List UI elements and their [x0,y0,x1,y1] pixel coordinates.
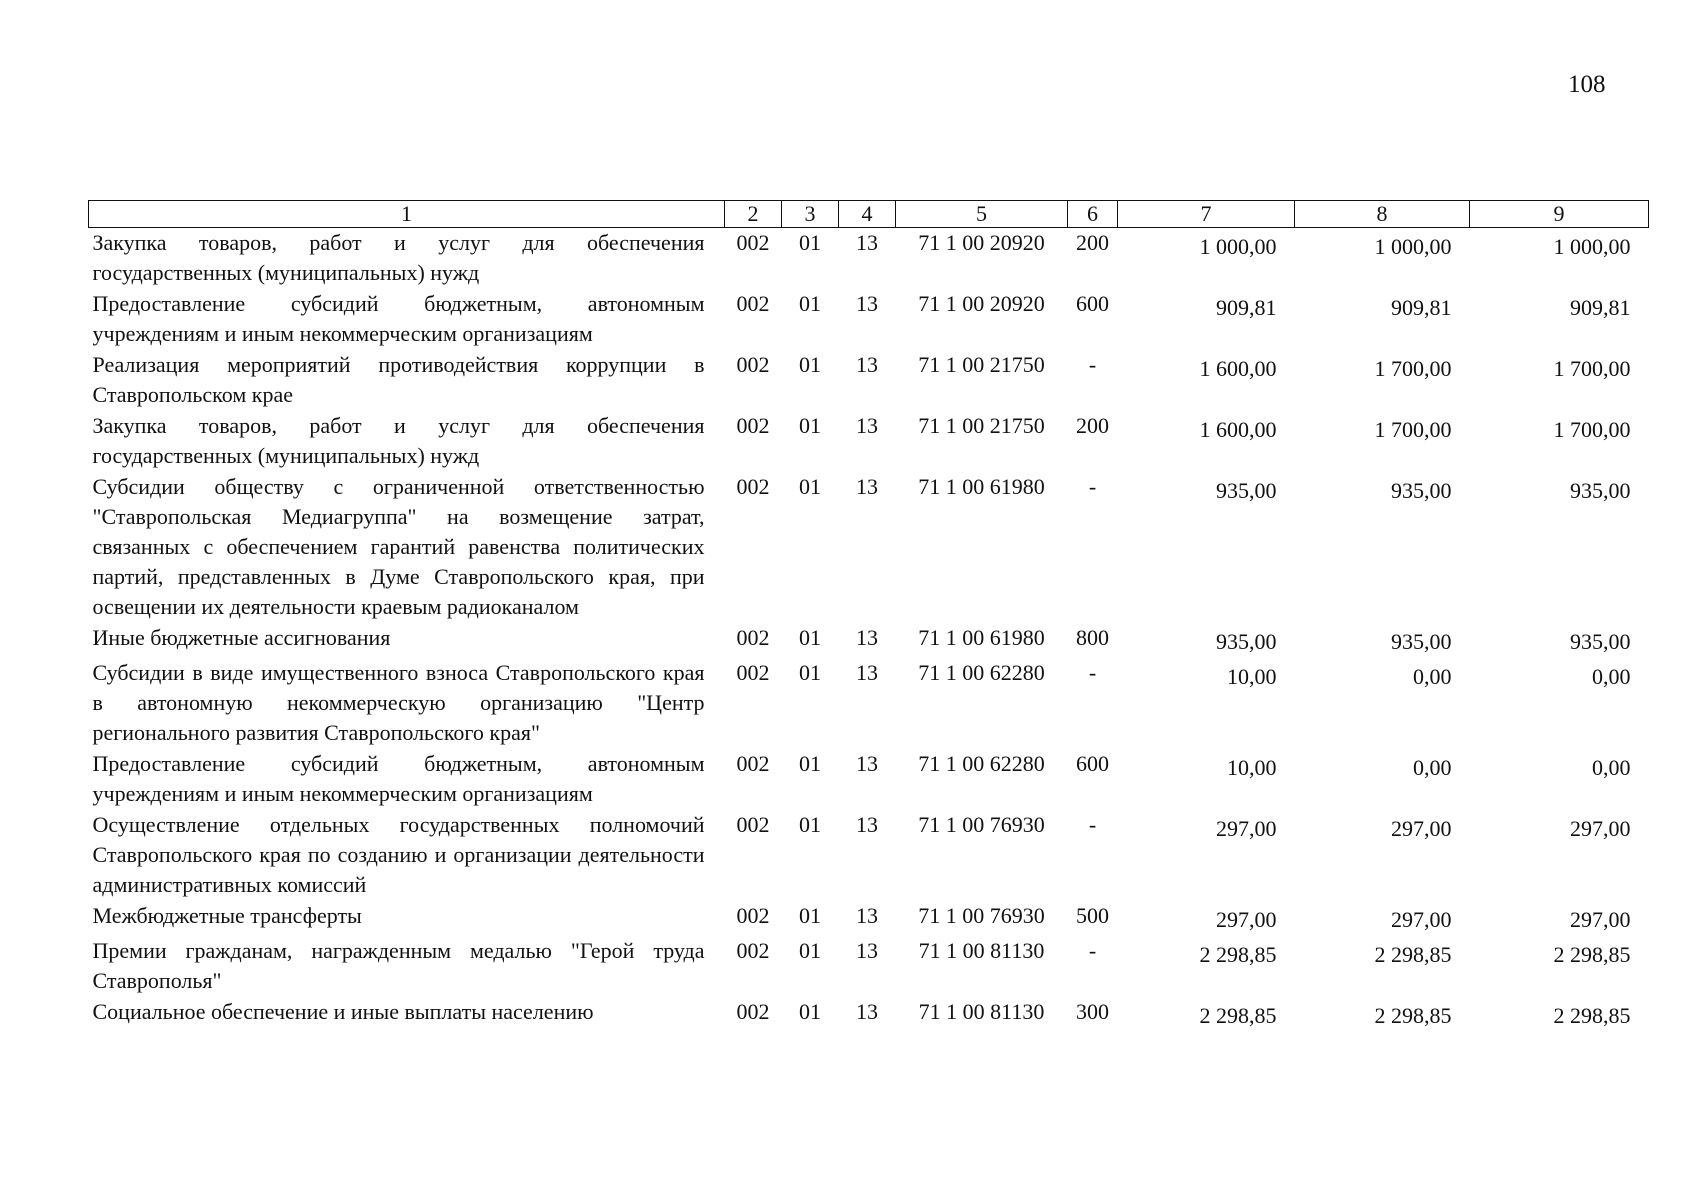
target-article-cell: 71 1 00 76930 [918,812,1045,837]
table-row [89,658,1649,749]
column-header-3: 3 [782,201,839,228]
ministry-code-cell: 002 [736,352,770,377]
target-article-cell: 71 1 00 20920 [918,230,1045,255]
table-row [89,901,1649,936]
description-cell: Субсидии в виде имущественного взноса Ставропольского края в автономную некоммерческую организацию "Центр регионального развития Ставропольского края" [92,660,705,745]
expense-type-cell: 500 [1076,903,1109,928]
ministry-code-cell: 002 [736,812,770,837]
description-cell: Предоставление субсидий бюджетным, автономным учреждениям и иным некоммерческим организациям [92,291,705,346]
ministry-code-cell: 002 [736,625,770,650]
amount-year3-cell: 0,00 [1592,664,1631,689]
expense-type-cell: - [1088,660,1097,685]
ministry-code-cell: 002 [736,474,770,499]
table-row [89,411,1649,472]
table-body [89,228,1649,1033]
table-row [89,289,1649,350]
ministry-code-cell: 002 [736,230,770,255]
expense-type-cell: 200 [1076,230,1109,255]
expense-type-cell: 600 [1076,291,1109,316]
ministry-code-cell: 002 [736,291,770,316]
table-row [89,623,1649,658]
amount-year3-cell: 935,00 [1570,478,1631,503]
column-header-5: 5 [896,201,1068,228]
description-cell: Закупка товаров, работ и услуг для обеспечения государственных (муниципальных) нужд [92,230,705,285]
amount-year2-cell: 297,00 [1391,907,1452,932]
subsection-cell: 13 [856,625,878,650]
expense-type-cell: 800 [1076,625,1109,650]
amount-year2-cell: 2 298,85 [1374,1003,1452,1028]
section-cell: 01 [799,903,821,928]
target-article-cell: 71 1 00 81130 [918,938,1045,963]
section-cell: 01 [799,413,821,438]
section-cell: 01 [799,999,821,1024]
ministry-code-cell: 002 [736,938,770,963]
amount-year1-cell: 297,00 [1216,907,1277,932]
amount-year3-cell: 935,00 [1570,629,1631,654]
expense-type-cell: - [1088,474,1097,499]
column-header-2: 2 [725,201,782,228]
section-cell: 01 [799,230,821,255]
target-article-cell: 71 1 00 61980 [918,625,1045,650]
amount-year1-cell: 1 600,00 [1199,356,1277,381]
amount-year3-cell: 909,81 [1570,295,1631,320]
section-cell: 01 [799,625,821,650]
subsection-cell: 13 [856,352,878,377]
table-row [89,936,1649,997]
amount-year2-cell: 1 000,00 [1374,234,1452,259]
subsection-cell: 13 [856,413,878,438]
target-article-cell: 71 1 00 62280 [918,751,1045,776]
description-cell: Межбюджетные трансферты [92,903,362,928]
ministry-code-cell: 002 [736,413,770,438]
subsection-cell: 13 [856,660,878,685]
amount-year2-cell: 1 700,00 [1374,356,1452,381]
table-row [89,749,1649,810]
expense-type-cell: 200 [1076,413,1109,438]
amount-year1-cell: 909,81 [1216,295,1277,320]
target-article-cell: 71 1 00 21750 [918,352,1045,377]
column-header-7: 7 [1118,201,1295,228]
description-cell: Осуществление отдельных государственных полномочий Ставропольского края по созданию и организации деятельности административных комиссий [92,812,705,897]
subsection-cell: 13 [856,999,878,1024]
table-row [89,810,1649,901]
description-cell: Предоставление субсидий бюджетным, автономным учреждениям и иным некоммерческим организациям [92,751,705,806]
subsection-cell: 13 [856,291,878,316]
amount-year3-cell: 1 700,00 [1553,417,1631,442]
table-row [89,472,1649,623]
amount-year1-cell: 935,00 [1216,478,1277,503]
header-row [89,201,1649,228]
amount-year1-cell: 2 298,85 [1199,1003,1277,1028]
amount-year3-cell: 1 700,00 [1553,356,1631,381]
ministry-code-cell: 002 [736,751,770,776]
amount-year2-cell: 2 298,85 [1374,942,1452,967]
amount-year2-cell: 935,00 [1391,629,1452,654]
description-cell: Иные бюджетные ассигнования [92,625,391,650]
ministry-code-cell: 002 [736,903,770,928]
column-header-4: 4 [839,201,896,228]
amount-year1-cell: 935,00 [1216,629,1277,654]
column-header-8: 8 [1295,201,1470,228]
section-cell: 01 [799,938,821,963]
amount-year1-cell: 297,00 [1216,816,1277,841]
section-cell: 01 [799,352,821,377]
subsection-cell: 13 [856,812,878,837]
expense-type-cell: - [1088,812,1097,837]
amount-year2-cell: 1 700,00 [1374,417,1452,442]
expense-type-cell: - [1088,352,1097,377]
description-cell: Реализация мероприятий противодействия коррупции в Ставропольском крае [92,352,705,407]
subsection-cell: 13 [856,474,878,499]
target-article-cell: 71 1 00 61980 [918,474,1045,499]
description-cell: Премии гражданам, награжденным медалью "Герой труда Ставрополья" [92,938,705,993]
target-article-cell: 71 1 00 62280 [918,660,1045,685]
target-article-cell: 71 1 00 20920 [918,291,1045,316]
amount-year1-cell: 10,00 [1227,755,1277,780]
column-header-6: 6 [1068,201,1118,228]
subsection-cell: 13 [856,903,878,928]
expense-type-cell: - [1088,938,1097,963]
expense-type-cell: 600 [1076,751,1109,776]
ministry-code-cell: 002 [736,660,770,685]
amount-year2-cell: 935,00 [1391,478,1452,503]
expense-type-cell: 300 [1076,999,1109,1024]
page-number: 108 [1568,71,1606,98]
target-article-cell: 71 1 00 76930 [918,903,1045,928]
section-cell: 01 [799,474,821,499]
amount-year1-cell: 1 600,00 [1199,417,1277,442]
section-cell: 01 [799,660,821,685]
description-cell: Социальное обеспечение и иные выплаты населению [92,999,594,1024]
amount-year2-cell: 0,00 [1413,755,1452,780]
amount-year3-cell: 297,00 [1570,816,1631,841]
amount-year3-cell: 1 000,00 [1553,234,1631,259]
amount-year3-cell: 297,00 [1570,907,1631,932]
amount-year3-cell: 0,00 [1592,755,1631,780]
amount-year2-cell: 0,00 [1413,664,1452,689]
table-row [89,350,1649,411]
amount-year3-cell: 2 298,85 [1553,942,1631,967]
description-cell: Закупка товаров, работ и услуг для обеспечения государственных (муниципальных) нужд [92,413,705,468]
amount-year1-cell: 10,00 [1227,664,1277,689]
amount-year1-cell: 2 298,85 [1199,942,1277,967]
subsection-cell: 13 [856,230,878,255]
budget-table [88,200,1649,1032]
amount-year2-cell: 297,00 [1391,816,1452,841]
section-cell: 01 [799,291,821,316]
ministry-code-cell: 002 [736,999,770,1024]
amount-year1-cell: 1 000,00 [1199,234,1277,259]
amount-year2-cell: 909,81 [1391,295,1452,320]
amount-year3-cell: 2 298,85 [1553,1003,1631,1028]
section-cell: 01 [799,751,821,776]
target-article-cell: 71 1 00 21750 [918,413,1045,438]
subsection-cell: 13 [856,938,878,963]
column-header-1: 1 [89,201,725,228]
column-header-9: 9 [1470,201,1649,228]
target-article-cell: 71 1 00 81130 [918,999,1045,1024]
subsection-cell: 13 [856,751,878,776]
section-cell: 01 [799,812,821,837]
table-row [89,228,1649,290]
description-cell: Субсидии обществу с ограниченной ответственностью "Ставропольская Медиагруппа" на возмещение затрат, связанных с обеспечением гарантий равенства политических партий, представленных в Думе Ставропольского края, при освещении их деятельности краевым радиоканалом [92,474,705,619]
table-row [89,997,1649,1032]
